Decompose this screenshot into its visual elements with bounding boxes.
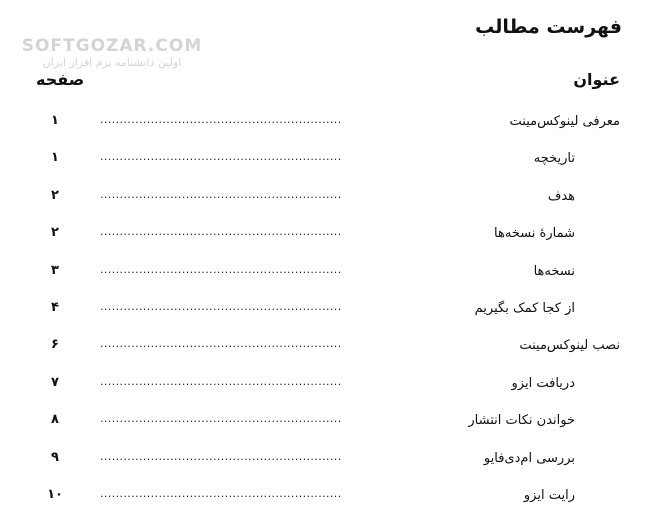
toc-entry-page: ۱	[51, 150, 59, 166]
toc-entry[interactable]	[0, 297, 650, 334]
column-header-page: صفحه	[36, 70, 85, 89]
toc-entry-page: ۳	[51, 262, 59, 278]
toc-leader-dots: ..............................................................	[100, 449, 342, 463]
toc-entry-page: ۹	[51, 449, 59, 465]
toc-entry-title: هدف	[547, 188, 575, 204]
toc-leader-dots: ..............................................................	[100, 299, 342, 313]
toc-entry-title: دریافت ایزو	[511, 375, 575, 391]
toc-entry[interactable]	[0, 110, 650, 147]
toc-entry[interactable]	[0, 222, 650, 259]
toc-entry-page: ۴	[51, 299, 59, 315]
toc-entries	[0, 110, 650, 521]
toc-entry-title: نصب لینوکس‌مینت	[519, 338, 620, 354]
toc-entry[interactable]	[0, 484, 650, 521]
toc-entry-page: ۲	[51, 225, 59, 241]
toc-entry[interactable]	[0, 334, 650, 371]
watermark	[12, 36, 212, 70]
watermark-tagline: اولین دانشنامه نرم افزار ایران	[42, 56, 182, 69]
toc-leader-dots: ..............................................................	[100, 337, 342, 351]
toc-entry-title: از کجا کمک بگیریم	[474, 300, 575, 316]
toc-entry-page: ۷	[51, 374, 59, 390]
toc-entry[interactable]	[0, 147, 650, 184]
toc-entry-page: ۲	[51, 187, 59, 203]
toc-leader-dots: ..............................................................	[100, 225, 342, 239]
column-header-title: عنوان	[573, 70, 620, 89]
toc-entry-page: ۶	[51, 337, 59, 353]
toc-entry-title: بررسی ام‌دی‌فایو	[483, 450, 575, 466]
watermark-brand: SOFTGOZAR.COM	[21, 36, 203, 56]
toc-leader-dots: ..............................................................	[100, 187, 342, 201]
toc-entry-page: ۱	[51, 113, 59, 128]
toc-entry-title: رایت ایزو	[523, 487, 575, 503]
toc-entry-title: معرفی لینوکس‌مینت	[509, 114, 620, 129]
toc-leader-dots: ..............................................................	[100, 412, 342, 426]
toc-entry[interactable]	[0, 447, 650, 484]
toc-entry-title: نسخه‌ها	[533, 263, 575, 279]
toc-entry[interactable]	[0, 260, 650, 297]
toc-leader-dots: ..............................................................	[100, 113, 342, 126]
toc-entry-title: شمارهٔ نسخه‌ها	[494, 226, 575, 242]
toc-entry[interactable]	[0, 372, 650, 409]
toc-entry[interactable]	[0, 409, 650, 446]
toc-leader-dots: ..............................................................	[100, 486, 342, 500]
toc-leader-dots: ..............................................................	[100, 374, 342, 388]
toc-entry-title: تاریخچه	[533, 151, 575, 167]
toc-title: فهرست مطالب	[475, 16, 622, 38]
toc-entry[interactable]	[0, 185, 650, 222]
toc-leader-dots: ..............................................................	[100, 150, 342, 164]
toc-header-row	[36, 70, 620, 94]
toc-entry-page: ۸	[51, 412, 59, 428]
toc-leader-dots: ..............................................................	[100, 262, 342, 276]
toc-entry-page: ۱۰	[47, 486, 63, 502]
toc-entry-title: خواندن نکات انتشار	[468, 413, 575, 429]
